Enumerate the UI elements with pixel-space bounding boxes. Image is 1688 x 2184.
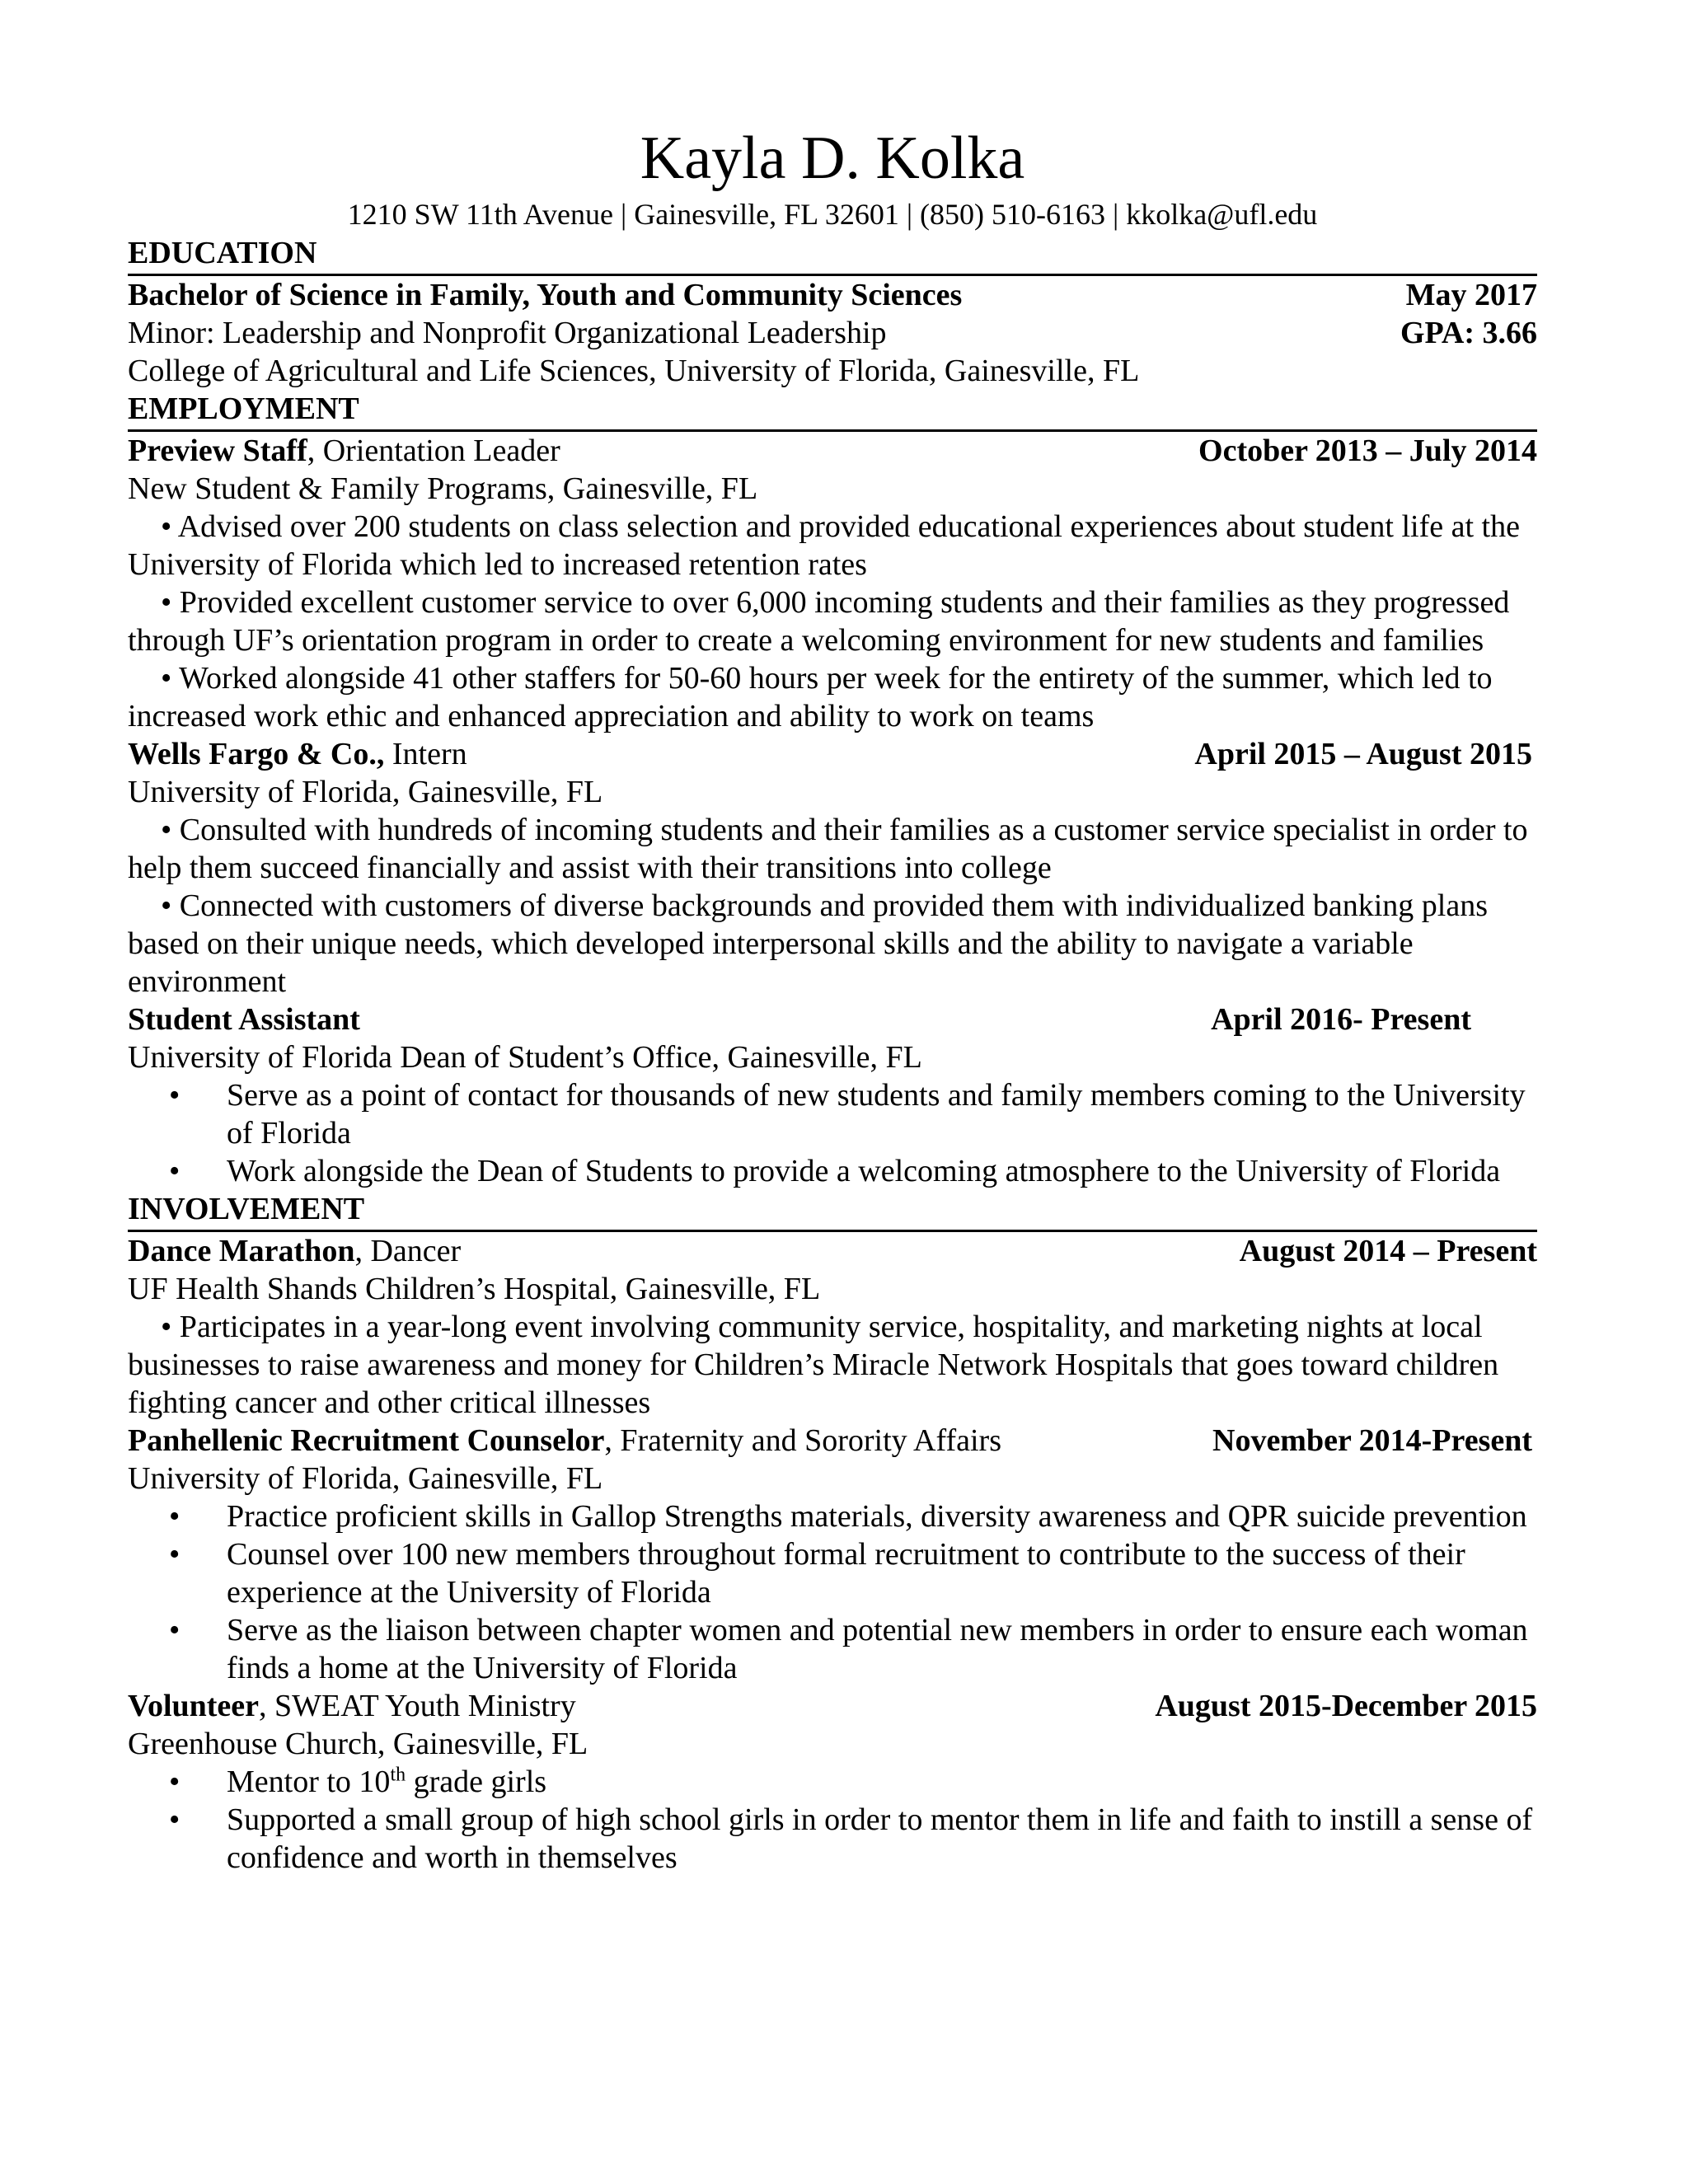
bullet-item: • Serve as the liaison between chapter women and potential new members in order to ensure each woman finds a home at the University of Florida	[227, 1611, 1537, 1687]
gpa-text: GPA: 3.66	[1400, 316, 1537, 350]
activity-date: August 2015-December 2015	[1155, 1689, 1537, 1723]
job-org: University of Florida Dean of Student’s Office, Gainesville, FL	[128, 1040, 922, 1075]
job-header	[128, 735, 1537, 773]
minor-text: Minor: Leadership and Nonprofit Organizational Leadership	[128, 316, 887, 350]
mentor-text: Mentor to 10	[227, 1765, 391, 1799]
activity-org: University of Florida, Gainesville, FL	[128, 1461, 603, 1496]
job-org: New Student & Family Programs, Gainesville, FL	[128, 471, 758, 506]
job-org: University of Florida, Gainesville, FL	[128, 775, 603, 809]
job-role: Intern	[384, 737, 467, 771]
activity-header	[128, 1232, 1537, 1270]
activity-role: , SWEAT Youth Ministry	[259, 1689, 576, 1723]
mentor-superscript: th	[390, 1764, 406, 1786]
minor-row	[128, 314, 1537, 352]
section-title-involvement: INVOLVEMENT	[128, 1190, 1537, 1232]
job-point: • Worked alongside 41 other staffers for 50-60 hours per week for the entirety of the summer, which led to increased work ethic and enhanced appreciation and ability to work on teams	[128, 661, 1493, 733]
job-point: • Connected with customers of diverse backgrounds and provided them with individualized banking plans based on their unique needs, which developed interpersonal skills and the ability to navigate a variable environment	[128, 888, 1489, 999]
job-date: April 2015 – August 2015	[1194, 737, 1532, 771]
job-title: Preview Staff	[128, 434, 307, 468]
bullet-item-mentor	[227, 1763, 1537, 1801]
activity-title: Dance Marathon	[128, 1234, 355, 1268]
activity-header	[128, 1687, 1537, 1725]
job-point: • Consulted with hundreds of incoming students and their families as a customer service specialist in order to help them succeed financially and assist with their transitions into college	[128, 813, 1528, 885]
section-title-education: EDUCATION	[128, 234, 1537, 276]
job-header	[128, 432, 1537, 470]
bullet-item: • Work alongside the Dean of Students to provide a welcoming atmosphere to the University of Florida	[227, 1152, 1537, 1190]
degree-date: May 2017	[1405, 278, 1537, 312]
job-bullet-list	[128, 1076, 1537, 1190]
bullet-item: • Supported a small group of high school girls in order to mentor them in life and faith to instill a sense of confidence and worth in themselves	[227, 1801, 1537, 1877]
activity-title: Panhellenic Recruitment Counselor	[128, 1423, 605, 1458]
college-text: College of Agricultural and Life Sciences, University of Florida, Gainesville, FL	[128, 354, 1140, 388]
activity-title: Volunteer	[128, 1689, 260, 1723]
job-header	[128, 1001, 1537, 1038]
job-date: April 2016- Present	[1211, 1002, 1471, 1037]
resume-page	[128, 124, 1537, 1877]
job-point: • Provided excellent customer service to over 6,000 incoming students and their families as they progressed through UF’s orientation program in order to create a welcoming environment for new students and families	[128, 585, 1510, 658]
job-title: Student Assistant	[128, 1002, 360, 1037]
activity-header	[128, 1422, 1537, 1460]
bullet-item: • Practice proficient skills in Gallop Strengths materials, diversity awareness and QPR suicide prevention	[227, 1497, 1537, 1535]
activity-org: Greenhouse Church, Gainesville, FL	[128, 1727, 588, 1761]
activity-bullet-list	[128, 1763, 1537, 1877]
section-title-employment: EMPLOYMENT	[128, 390, 1537, 432]
activity-bullet-list	[128, 1497, 1537, 1687]
mentor-text-end: grade girls	[406, 1765, 547, 1799]
degree-row	[128, 276, 1537, 314]
job-title: Wells Fargo & Co.,	[128, 737, 385, 771]
job-point: • Advised over 200 students on class selection and provided educational experiences about student life at the University of Florida which led to increased retention rates	[128, 509, 1520, 582]
job-role: , Orientation Leader	[307, 434, 560, 468]
degree-title: Bachelor of Science in Family, Youth and Community Sciences	[128, 278, 963, 312]
activity-role: , Dancer	[354, 1234, 462, 1268]
activity-point: • Participates in a year-long event involving community service, hospitality, and marketing nights at local businesses to raise awareness and money for Children’s Miracle Network Hospitals that goes toward children fighting cancer and other critical illnesses	[128, 1310, 1499, 1420]
activity-date: November 2014-Present	[1212, 1423, 1532, 1458]
bullet-item: • Serve as a point of contact for thousands of new students and family members coming to the University of Florida	[227, 1076, 1537, 1152]
activity-role: , Fraternity and Sorority Affairs	[604, 1423, 1001, 1458]
activity-date: August 2014 – Present	[1239, 1234, 1537, 1268]
job-date: October 2013 – July 2014	[1198, 434, 1537, 468]
bullet-item: • Counsel over 100 new members throughout formal recruitment to contribute to the success of their experience at the University of Florida	[227, 1535, 1537, 1611]
candidate-name: Kayla D. Kolka	[640, 124, 1025, 192]
activity-org: UF Health Shands Children’s Hospital, Gainesville, FL	[128, 1272, 821, 1306]
contact-line: 1210 SW 11th Avenue | Gainesville, FL 32601 | (850) 510-6163 | kkolka@ufl.edu	[347, 198, 1318, 231]
